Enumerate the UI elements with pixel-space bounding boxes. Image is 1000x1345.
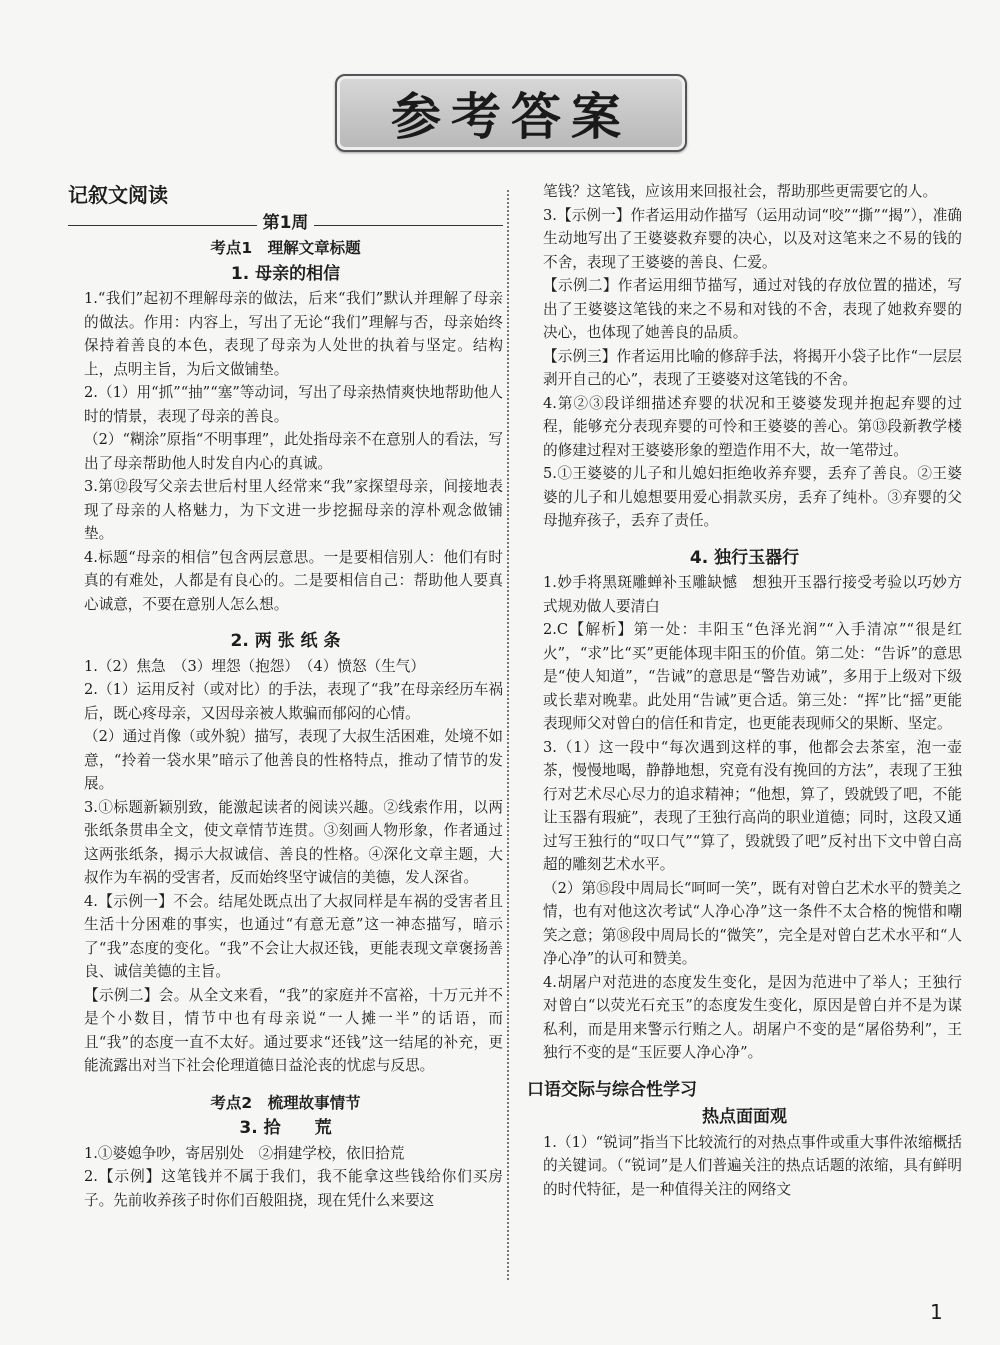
answer-item: 2.（1）运用反衬（或对比）的手法，表现了“我”在母亲经历车祸后，既心疼母亲，又因母亲被人欺骗而郁闷的心情。 [84, 681, 503, 722]
answer-item: 笔钱？这笔钱，应该用来回报社会，帮助那些更需要它的人。 [543, 183, 938, 200]
week-rule-right [314, 225, 503, 226]
column-divider [507, 190, 509, 1280]
answer-item: 1.妙手将黑斑雕蝉补玉雕缺憾 想独开玉器行接受考验以巧妙方式规劝做人要清白 [543, 574, 962, 615]
answer-item: 1.（1）“锐词”指当下比较流行的对热点事件或重大事件浓缩概括的关键词。（“锐词”是人们普遍关注的热点话题的浓缩，具有鲜明的时代特征，是一种值得关注的网络文 [543, 1133, 962, 1198]
article-title: 2. 两 张 纸 条 [230, 631, 341, 651]
answer-item: （2）通过肖像（或外貌）描写，表现了大叔生活困难，处境不如意，“拎着一袋水果”暗示了他善良的性格特点，推动了情节的发展。 [84, 728, 503, 792]
answer-item: 【示例二】作者运用细节描写，通过对钱的存放位置的描述，写出了王婆婆这笔钱的来之不易和对钱的不舍，表现了她救弃婴的决心，也体现了她善良的品质。 [543, 277, 962, 341]
page-title: 参考答案 [391, 88, 631, 146]
week-rule-left [68, 225, 257, 226]
answer-item: 3.【示例一】作者运用动作描写（运用动词“咬”“撕”“揭”），准确生动地写出了王婆婆救弃婴的决心，以及对这笔来之不易的钱的不舍，表现了王婆婆的善良、仁爱。 [543, 206, 962, 271]
answer-item: 4.【示例一】不会。结尾处既点出了大叔同样是车祸的受害者且生活十分困难的事实，也通过“有意无意”这一神态描写，暗示了“我”态度的变化。“我”不会让大叔还钱，更能表现文章褒扬善良、诚信美德的主旨。 [84, 892, 503, 980]
article-title: 3. 拾 荒 [239, 1118, 332, 1138]
section-heading: 记叙文阅读 [68, 183, 168, 207]
answer-item: 【示例三】作者运用比喻的修辞手法，将揭开小袋子比作“一层层剥开自己的心”，表现了王婆婆对这笔钱的不舍。 [543, 347, 962, 388]
answer-item: 2.（1）用“抓”“抽”“塞”等动词，写出了母亲热情爽快地帮助他人时的情景，表现了母亲的善良。 [84, 384, 503, 425]
left-column [68, 180, 503, 1212]
answer-item: 2.【示例】这笔钱并不属于我们，我不能拿这些钱给你们买房子。先前收养孩子时你们百般阻挠，现在凭什么来要这 [84, 1168, 503, 1209]
answer-item: （2）第⑮段中周局长“呵呵一笑”，既有对曾白艺术水平的赞美之情，也有对他这次考试“人净心净”这一条件不太合格的惋惜和嘲笑之意；第⑱段中周局长的“微笑”，完全是对曾白艺术水平和“人净心净”的认可和赞美。 [543, 879, 962, 967]
answer-item: 4.第②③段详细描述弃婴的状况和王婆婆发现并抱起弃婴的过程，能够充分表现弃婴的可怜和王婆婆的善心。第⑬段新教学楼的修建过程对王婆婆形象的塑造作用不大，故一笔带过。 [543, 394, 962, 459]
right-column [527, 180, 962, 1201]
subsection-title: 热点面面观 [702, 1107, 787, 1127]
answer-item: 1.“我们”起初不理解母亲的做法，后来“我们”默认并理解了母亲的做法。作用：内容上，写出了无论“我们”理解与否，母亲始终保持着善良的本色，表现了母亲为人处世的执着与坚定。结构上，点明主旨，为后文做铺垫。 [84, 290, 503, 378]
answer-item: 1.①婆媳争吵，寄居别处 ②捐建学校，依旧拾荒 [84, 1144, 405, 1162]
week-label: 第1周 [262, 212, 309, 233]
answer-item: 3.（1）这一段中“每次遇到这样的事，他都会去茶室，泡一壶茶，慢慢地喝，静静地想，究竟有没有挽回的方法”，表现了王独行对艺术尽心尽力的追求精神；“他想，算了，毁就毁了吧，不能让玉器有瑕疵”，表现了王独行高尚的职业道德；同时，这段又通过写王独行的“叹口气”“算了，毁就毁了吧”反衬出下文中曾白高超的雕刻艺术水平。 [543, 738, 962, 873]
answer-item: 4.胡屠户对范进的态度发生变化，是因为范进中了举人；王独行对曾白“以荧光石充玉”的态度发生变化，原因是曾白并不是为谋私利，而是用来警示行贿之人。胡屠户不变的是“屠俗势利”，王独行不变的是“玉匠要人净心净”。 [543, 973, 962, 1061]
answer-item: 2.C【解析】第一处：丰阳玉“色泽光润”“入手清凉”“很是红火”，“求”比“买”更能体现丰阳玉的价值。第二处：“告诉”的意思是“使人知道”，“告诫”的意思是“警告劝诫”，多用于上级对下级或长辈对晚辈。此处用“告诫”更合适。第三处：“挥”比“摇”更能表现师父对曾白的信任和肯定，也更能表现师父的果断、坚定。 [543, 621, 962, 732]
article-title: 1. 母亲的相信 [230, 263, 341, 284]
answer-item: 4.标题“母亲的相信”包含两层意思。一是要相信别人：他们有时真的有难处，人都是有良心的。二是要相信自己：帮助他人要真心诚意，不要在意别人怎么想。 [84, 548, 503, 613]
title-banner [335, 74, 687, 152]
answer-item: 1.（2）焦急 （3）埋怨（抱怨） （4）愤怒（生气） [84, 657, 425, 675]
section-heading: 口语交际与综合性学习 [527, 1079, 697, 1100]
week-heading [68, 212, 503, 236]
answer-item: 5.①王婆婆的儿子和儿媳妇拒绝收养弃婴，丢弃了善良。②王婆婆的儿子和儿媳想要用爱心捐款买房，丢弃了纯朴。③弃婴的父母抛弃孩子，丢弃了责任。 [543, 465, 962, 529]
answer-item: 3.第⑫段写父亲去世后村里人经常来“我”家探望母亲，间接地表现了母亲的人格魅力，为下文进一步挖掘母亲的淳朴观念做铺垫。 [84, 478, 503, 542]
kaodian-heading: 考点1 理解文章标题 [210, 239, 361, 257]
answer-item: 3.①标题新颖别致，能激起读者的阅读兴趣。②线索作用，以两张纸条贯串全文，使文章情节连贯。③刻画人物形象，作者通过这两张纸条，揭示大叔诚信、善良的性格。④深化文章主题，大叔作为车祸的受害者，反而始终坚守诚信的美德，发人深省。 [84, 798, 503, 886]
kaodian-heading: 考点2 梳理故事情节 [210, 1093, 361, 1112]
answer-item: （2）“糊涂”原指“不明事理”，此处指母亲不在意别人的看法，写出了母亲帮助他人时发自内心的真诚。 [84, 431, 503, 472]
article-title: 4. 独行玉器行 [689, 547, 800, 568]
page-number: 1 [930, 1300, 943, 1324]
answer-item: 【示例二】会。从全文来看，“我”的家庭并不富裕，十万元并不是个小数目，情节中也有母亲说“一人摊一半”的话语，而且“我”的态度一直不太好。通过要求“还钱”这一结尾的补充，更能流露出对当下社会伦理道德日益沦丧的忧虑与反思。 [84, 986, 503, 1074]
